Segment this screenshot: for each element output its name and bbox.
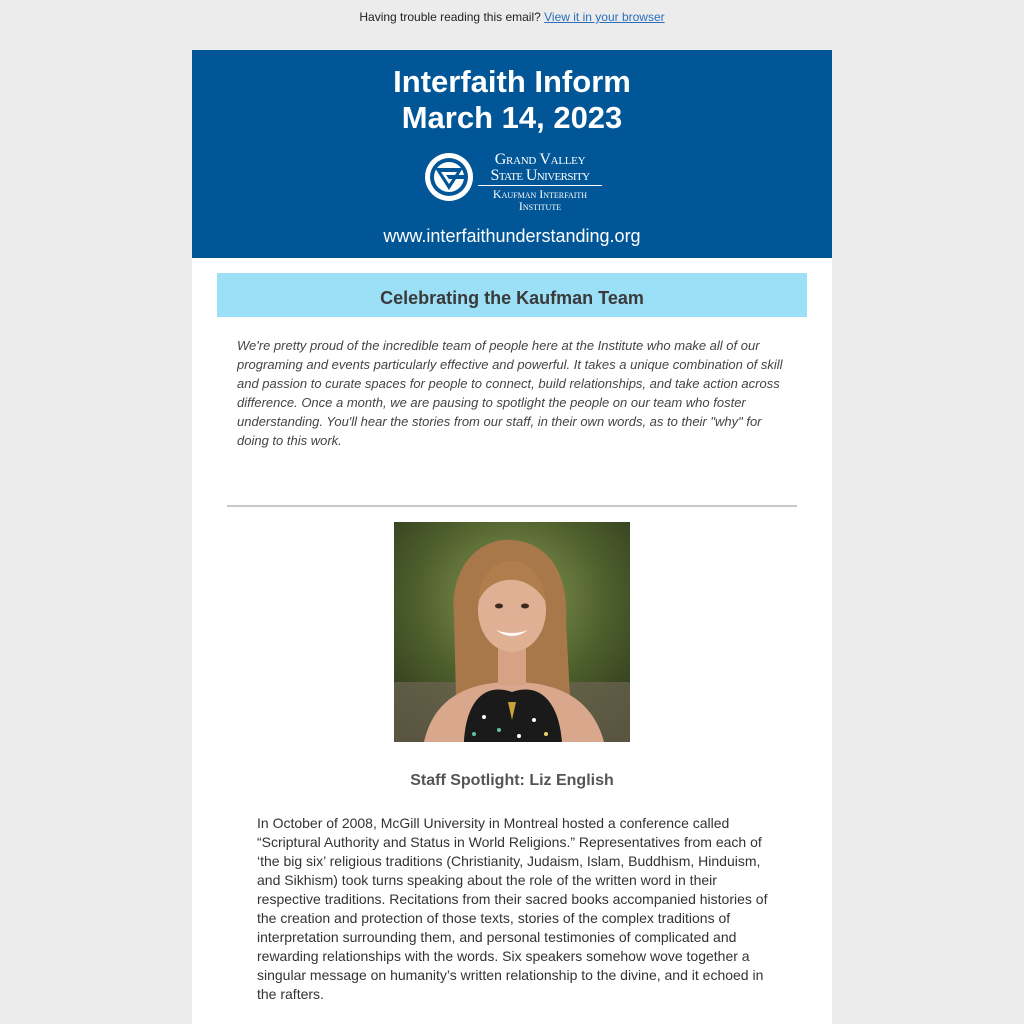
website-link[interactable]: www.interfaithunderstanding.org	[383, 226, 641, 246]
newsletter-title	[192, 64, 832, 136]
section-divider	[227, 505, 797, 507]
section-banner: Celebrating the Kaufman Team	[217, 273, 807, 317]
preheader	[0, 10, 1024, 24]
view-in-browser-link[interactable]: View it in your browser	[544, 10, 665, 24]
title-line-2: March 14, 2023	[401, 100, 623, 135]
logo-line-1: Grand Valley	[494, 151, 586, 168]
logo-line-4: Institute	[518, 199, 562, 213]
intro-paragraph: We're pretty proud of the incredible team of people here at the Institute who make all of our programing and events particularly effective and powerful. It takes a unique combination of skill and passion to curate spaces for people to connect, build relationships, and take action across difference. Once a month, we are pausing to spotlight the people on our team who foster understanding. You'll hear the stories from our staff, in their own words, as to their "why" for doing to this work.	[237, 338, 783, 448]
logo-wordmark	[478, 152, 602, 212]
logo-line-2: State University	[478, 168, 602, 186]
title-line-1: Interfaith Inform	[393, 64, 631, 99]
preheader-text: Having trouble reading this email?	[359, 10, 541, 24]
spotlight-title: Staff Spotlight: Liz English	[410, 772, 614, 789]
spotlight-story: In October of 2008, McGill University in Montreal hosted a conference called “Scriptural Authority and Status in World Religions.” Representatives from each of ‘the big six’ religious traditions (Christianity, Judaism, Islam, Buddhism, Hinduism, and Sikhism) took turns speaking about the role of the written word in their respective traditions. Recitations from their sacred books accompanied histories of the creation and protection of those texts, stories of the complex traditions of interpretation surrounding them, and personal testimonies of complicated and rewarding relationships with the words. Six speakers somehow wove together a singular message on humanity’s written relationship to the divine, and it echoed in the rafters.	[257, 815, 768, 1002]
logo-line-3: Kaufman Interfaith	[492, 187, 588, 201]
gvsu-seal-icon	[424, 152, 474, 202]
email-body	[192, 50, 832, 1024]
gvsu-kaufman-logo[interactable]	[424, 150, 600, 213]
masthead	[192, 50, 832, 258]
staff-photo	[394, 522, 630, 742]
portrait-image	[394, 522, 630, 742]
